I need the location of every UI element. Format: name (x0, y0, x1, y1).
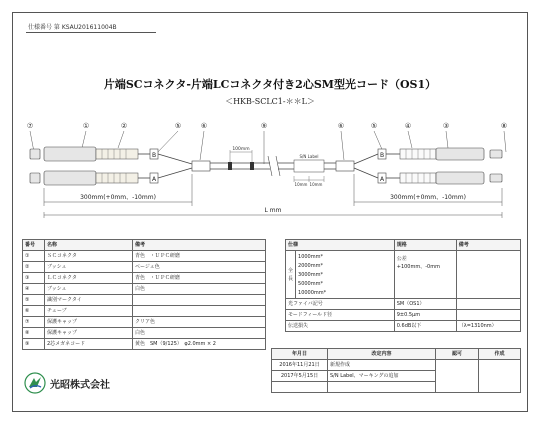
part-note: 青色 ・ＵＰＣ研磨 (133, 251, 266, 262)
mark-a-left: A (151, 176, 157, 183)
part-note: ベージュ色 (133, 262, 266, 273)
callout-1: ① (82, 122, 90, 130)
rev-date (272, 382, 328, 393)
part-no: ④ (23, 284, 45, 295)
callout-5-left: ⑤ (174, 122, 182, 130)
revision-table (271, 348, 521, 393)
part-name: 識別マークタイ (45, 295, 133, 306)
callout-5-right: ⑤ (370, 122, 378, 130)
revision-table-header (272, 349, 521, 360)
table-row (23, 339, 266, 350)
parts-table-header (23, 240, 266, 251)
length-option: 2000mm* (298, 263, 323, 269)
spec-name: 伝送損失 (286, 321, 395, 332)
part-no: ⑧ (23, 328, 45, 339)
part-note: クリア色 (133, 317, 266, 328)
table-row (286, 310, 521, 321)
rev-date: 2016年11月21日 (272, 360, 328, 371)
part-name: ＳＣコネクタ (45, 251, 133, 262)
length-option: 5000mm* (298, 281, 323, 287)
callout-3: ③ (442, 122, 450, 130)
mark-b-left: B (151, 152, 157, 159)
part-name: 保護キャップ (45, 328, 133, 339)
part-no: ⑤ (23, 295, 45, 306)
part-note (133, 295, 266, 306)
table-row (286, 251, 521, 299)
spec-number: 仕様番号 第 KSAU201611004B (28, 24, 117, 31)
table-row (286, 321, 521, 332)
sn-dim-2: 10mm (309, 182, 323, 187)
part-note: 黄色 SM（9/125） φ2.0mm × 2 (133, 339, 266, 350)
spec-header-std: 規格 (394, 240, 456, 251)
part-no: ⑥ (23, 306, 45, 317)
table-row (23, 273, 266, 284)
part-note: 白色 (133, 328, 266, 339)
spec-std: 9±0.5μm (394, 310, 456, 321)
document-title: 片端SCコネクタ-片端LCコネクタ付き2心SM型光コード（OS1） (103, 78, 437, 91)
spec-std: 0.6dB以下 (394, 321, 456, 332)
length-option: 1000mm* (298, 254, 323, 260)
length-options (296, 251, 395, 299)
parts-header-note: 備考 (133, 240, 266, 251)
table-row (23, 284, 266, 295)
dim-100mm: 100mm (232, 147, 250, 152)
spec-note (456, 299, 520, 310)
dim-right-length: 300mm(+0mm、-10mm) (390, 194, 466, 201)
callout-7-left: ⑦ (26, 122, 34, 130)
length-option: 3000mm* (298, 272, 323, 278)
spec-note (456, 310, 520, 321)
part-no: ① (23, 251, 45, 262)
parts-header-name: 名称 (45, 240, 133, 251)
rev-content: S/N Label、マーキングの追加 (328, 371, 436, 382)
callout-6-right: ⑥ (337, 122, 345, 130)
spec-table (285, 239, 521, 332)
callout-6-left: ⑥ (200, 122, 208, 130)
rev-date: 2017年5月15日 (272, 371, 328, 382)
part-no: ③ (23, 273, 45, 284)
table-row (23, 328, 266, 339)
mark-b-right: B (379, 152, 385, 159)
dim-left-length: 300mm(+0mm、-10mm) (80, 194, 156, 201)
part-note: 青色 ・ＵＰＣ研磨 (133, 273, 266, 284)
part-no: ② (23, 262, 45, 273)
length-tolerance: 公差 +100mm、-0mm (394, 251, 456, 299)
table-row (272, 360, 521, 371)
rev-author-cell (479, 360, 521, 393)
rev-header-author: 作成 (479, 349, 521, 360)
part-no: ⑦ (23, 317, 45, 328)
spec-name: 光ファイバ記号 (286, 299, 395, 310)
cable-diagram (16, 114, 524, 234)
length-note (456, 251, 520, 299)
callout-8-right: ⑧ (500, 122, 508, 130)
rev-content (328, 382, 436, 393)
part-no: ⑨ (23, 339, 45, 350)
spec-std: SM（OS1） (394, 299, 456, 310)
part-note: 白色 (133, 284, 266, 295)
table-row (286, 299, 521, 310)
sn-dim-1: 10mm (294, 182, 308, 187)
dim-total-length: L mm (264, 207, 282, 214)
spec-note: （λ=1310nm） (456, 321, 520, 332)
company-logo-icon (24, 372, 46, 394)
part-name: チューブ (45, 306, 133, 317)
table-row (23, 251, 266, 262)
table-row (23, 317, 266, 328)
parts-header-no: 番号 (23, 240, 45, 251)
callout-4: ④ (404, 122, 412, 130)
rev-header-date: 年月日 (272, 349, 328, 360)
parts-table (22, 239, 266, 350)
table-row (23, 295, 266, 306)
rev-approve-cell (436, 360, 479, 393)
part-name: 2芯メガネコード (45, 339, 133, 350)
spec-header-spec: 仕様 (286, 240, 395, 251)
length-option: 10000mm* (298, 290, 327, 296)
spec-header-note: 備考 (456, 240, 520, 251)
callout-9: ⑨ (260, 122, 268, 130)
part-name: ブッシュ (45, 284, 133, 295)
rev-header-approve: 認可 (436, 349, 479, 360)
spec-table-header (286, 240, 521, 251)
company-logo (24, 372, 110, 394)
document-subtitle: ＜HKB-SCLC1-＊＊L＞ (225, 97, 315, 106)
sn-label-title: S/N Label (299, 154, 319, 159)
company-name: 光昭株式会社 (50, 379, 110, 391)
table-row (23, 262, 266, 273)
length-label: 全長 (286, 251, 296, 299)
callout-2: ② (120, 122, 128, 130)
part-name: ブッシュ (45, 262, 133, 273)
mark-a-right: A (379, 176, 385, 183)
rev-content: 新規作成 (328, 360, 436, 371)
rev-header-content: 改定内容 (328, 349, 436, 360)
part-note (133, 306, 266, 317)
spec-name: モードフィールド径 (286, 310, 395, 321)
table-row (23, 306, 266, 317)
part-name: ＬＣコネクタ (45, 273, 133, 284)
part-name: 保護キャップ (45, 317, 133, 328)
spec-underline (26, 32, 156, 33)
